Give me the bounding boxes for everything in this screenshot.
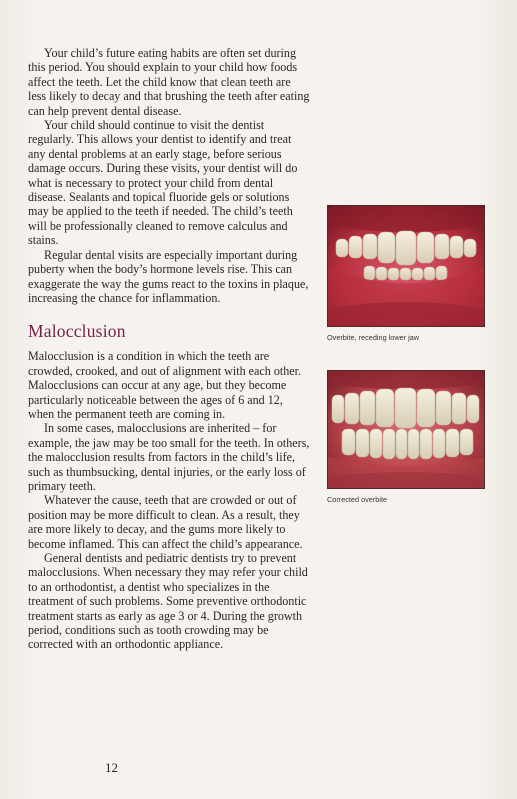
paragraph-eating-habits: Your child’s future eating habits are often set during this period. You should explain to your child how foods affect the teeth. Let the child know that clean teeth are less likely to decay and that brushing the teeth after eating can help prevent dental disease. xyxy=(28,46,310,118)
overbite-teeth-image xyxy=(328,206,484,326)
overbite-photo xyxy=(327,205,485,327)
paragraph-dental-visits: Your child should continue to visit the dentist regularly. This allows your dentist to identify and treat any dental problems at an early stage, before serious damage occurs. During these visits, your dentist will do what is necessary to protect your child from dental disease. Sealants and topical fluoride gels or solutions may be applied to the teeth if needed. The child’s teeth will be professionally cleaned to remove calculus and stains. xyxy=(28,118,298,248)
overbite-caption: Overbite, receding lower jaw xyxy=(327,333,420,342)
corrected-teeth-image xyxy=(328,371,484,488)
paragraph-malocclusion-effects: Whatever the cause, teeth that are crowded or out of position may be more difficult to clean. As a result, they are more likely to decay, and the gums more likely to become inflamed. This can affect the child’s appearance. xyxy=(28,493,303,551)
page-number: 12 xyxy=(105,760,118,775)
text-column xyxy=(28,46,310,652)
paragraph-malocclusion-prevention: General dentists and pediatric dentists try to prevent malocclusions. When necessary they may refer your child to an orthodontist, a dentist who specializes in the treatment of such problems. Some preventive orthodontic treatment starts as early as age 3 or 4. During the growth period, conditions such as tooth crowding may be corrected with an orthodontic appliance. xyxy=(28,551,308,652)
paragraph-malocclusion-causes: In some cases, malocclusions are inherited – for example, the jaw may be too small for the teeth. In others, the malocclusion results from factors in the child’s life, such as thumbsucking, dental injuries, or the early loss of primary teeth. xyxy=(28,421,310,493)
paragraph-malocclusion-definition: Malocclusion is a condition in which the teeth are crowded, crooked, and out of alignment with each other. Malocclusions can occur at any age, but they become particularly noticeable between the ages of 6 and 12, when the permanent teeth are coming in. xyxy=(28,349,302,421)
section-heading-malocclusion: Malocclusion xyxy=(28,321,126,342)
corrected-overbite-photo xyxy=(327,370,485,489)
paragraph-puberty: Regular dental visits are especially important during puberty when the body’s hormone levels rise. This can exaggerate the way the gums react to the toxins in plaque, increasing the chance for inflammation. xyxy=(28,247,309,305)
corrected-overbite-caption: Corrected overbite xyxy=(327,495,388,504)
